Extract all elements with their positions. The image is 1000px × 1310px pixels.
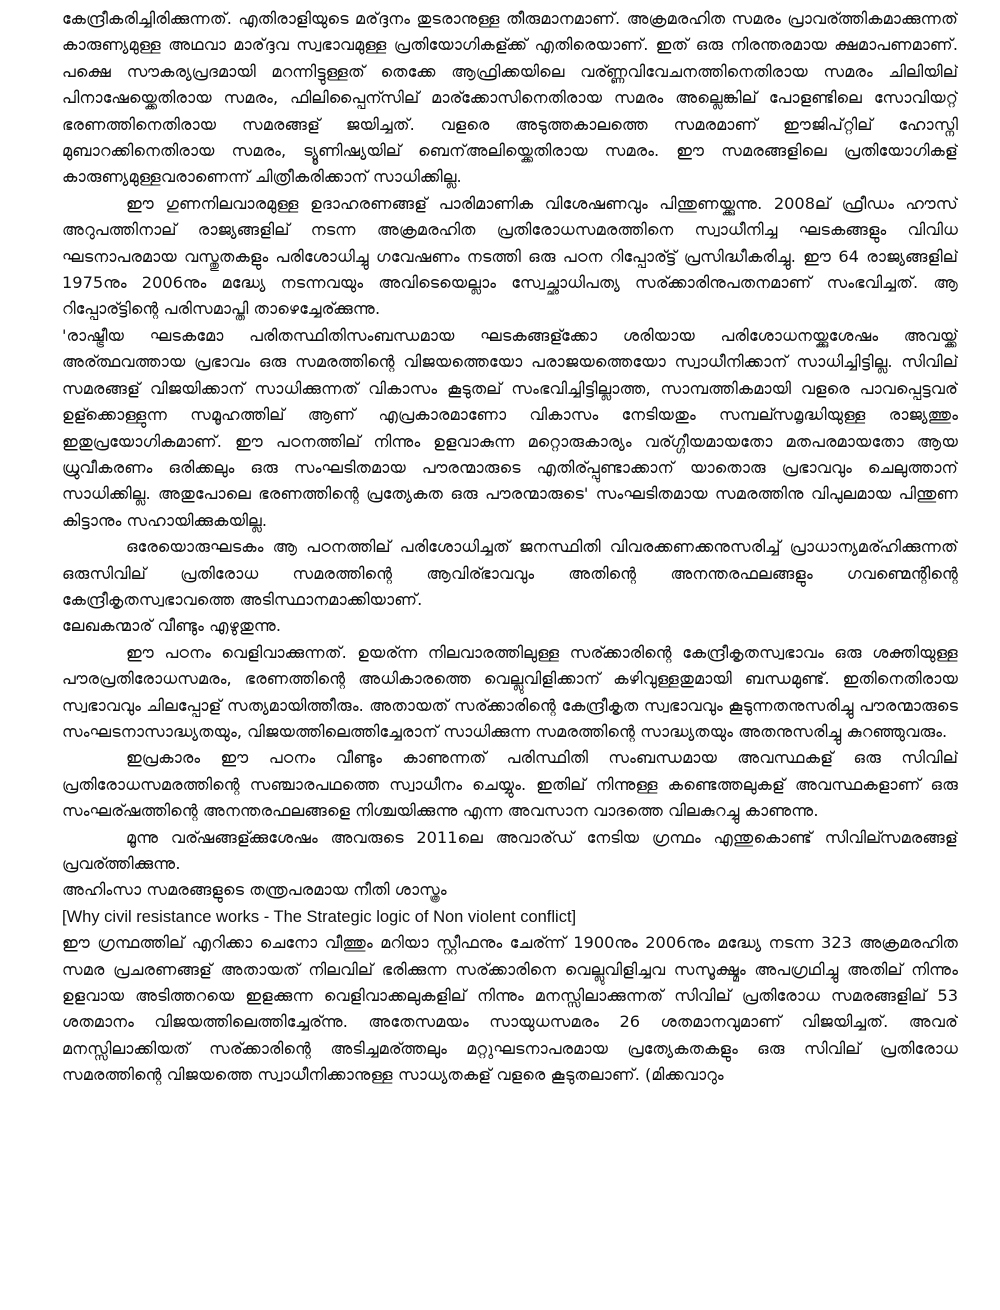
paragraph-4: ഒരേയൊരുഘടകം ആ പഠനത്തില് പരിശോധിച്ചത് ജനസ്ഥിതി വിവരക്കണക്കനുസരിച്ച് പ്രാധാന്യമര്ഹിക്കുന്നത് ഒരുസിവില് പ്രതിരോധ സമരത്തിന്റെ ആവിര്ഭാവവും അതിന്റെ അനന്തരഫലങ്ങളും ഗവണ്മെന്റിന്റെ കേന്ദ്രീകൃതസ്വഭാവത്തെ അടിസ്ഥാനമാക്കിയാണ്.	[62, 537, 958, 609]
paragraph-6: ഈ പഠനം വെളിവാക്കുന്നത്. ഉയര്ന്ന നിലവാരത്തിലുള്ള സര്ക്കാരിന്റെ കേന്ദ്രീകൃതസ്വഭാവം ഒരു ശക്തിയുള്ള പൗരപ്രതിരോധസമരം, ഭരണത്തിന്റെ അധികാരത്തെ വെല്ലുവിളിക്കാന് കഴിവുള്ളതുമായി ബന്ധമുണ്ട്. ഇതിനെതിരായ സ്വഭാവവും ചിലപ്പോള് സത്യമായിത്തീരും. അതായത് സര്ക്കാരിന്റെ കേന്ദ്രീകൃത സ്വഭാവവും കൂടുന്നതനുസരിച്ചു പൗരന്മാരുടെ സംഘടനാസാദ്ധ്യതയും, വിജയത്തിലെത്തിച്ചേരാന് സാധിക്കുന്ന സമരത്തിന്റെ സാദ്ധ്യതയും അതനുസരിച്ചു കുറഞ്ഞുവരും.	[62, 642, 958, 741]
paragraph-1: കേന്ദ്രീകരിച്ചിരിക്കുന്നത്. എതിരാളിയുടെ മര്ദ്ദനം തുടരാനുള്ള തീരുമാനമാണ്. അക്രമരഹിത സമരം പ്രാവര്ത്തികമാക്കുന്നത് കാരുണ്യമുള്ള അഥവാ മാര്ദ്ദവ സ്വഭാവമുള്ള പ്രതിയോഗികള്ക്ക് എതിരെയാണ്. ഇത് ഒരു നിരന്തരമായ ക്ഷമാപണമാണ്. പക്ഷെ സൗകര്യപ്രദമായി മറന്നിട്ടുള്ളത് തെക്കേ ആഫ്രിക്കയിലെ വര്ണ്ണവിവേചനത്തിനെതിരായ സമരം ചിലിയില് പിനാഷേയ്ക്കെതിരായ സമരം, ഫിലിപ്പൈന്സില് മാര്ക്കോസിനെതിരായ സമരം അല്ലെങ്കില് പോളണ്ടിലെ സോവിയറ്റ് ഭരണത്തിനെതിരായ സമരങ്ങള് ജയിച്ചത്. വളരെ അടുത്തകാലത്തെ സമരമാണ് ഈജിപ്റ്റില് ഹോസ്നി മുബാറക്കിനെതിരായ സമരം, ട്യൂണിഷ്യയില് ബെന്അലിയ്ക്കെതിരായ സമരം. ഈ സമരങ്ങളിലെ പ്രതിയോഗികള് കാരുണ്യമുള്ളവരാണെന്ന് ചിത്രീകരിക്കാന് സാധിക്കില്ല.	[62, 9, 958, 187]
book-title-english: [Why civil resistance works - The Strategic logic of Non violent conflict]	[62, 907, 577, 926]
paragraph-7: ഇപ്രകാരം ഈ പഠനം വീണ്ടും കാണുന്നത് പരിസ്ഥിതി സംബന്ധമായ അവസ്ഥകള് ഒരു സിവില് പ്രതിരോധസമരത്തിന്റെ സഞ്ചാരപഥത്തെ സ്വാധീനം ചെയ്യും. ഇതില് നിന്നുള്ള കണ്ടെത്തലുകള് അവസ്ഥകളാണ് ഒരു സംഘര്ഷത്തിന്റെ അനന്തരഫലങ്ങളെ നിശ്ചയിക്കുന്നു എന്ന അവസാന വാദത്തെ വിലകുറച്ചു കാണുന്നു.	[62, 748, 958, 821]
paragraph-11: ഈ ഗ്രന്ഥത്തില് എറിക്കാ ചെനോ വീത്തും മറിയാ സ്റ്റീഫനും ചേര്ന്ന് 1900നും 2006നും മദ്ധ്യേ നടന്ന 323 അക്രമരഹിത സമര പ്രചരണങ്ങള് അതായത് നിലവില് ഭരിക്കുന്ന സര്ക്കാരിനെ വെല്ലുവിളിച്ചവ സസൂക്ഷ്മം അപഗ്രഥിച്ചു അതില് നിന്നും ഉളവായ അടിത്തറയെ ഇളക്കുന്ന വെളിവാക്കലുകളില് നിന്നും മനസ്സിലാക്കുന്നത് സിവില് പ്രതിരോധ സമരങ്ങളില് 53 ശതമാനം വിജയത്തിലെത്തിച്ചേര്ന്നു. അതേസമയം സായുധസമരം 26 ശതമാനവുമാണ് വിജയിച്ചത്. അവര് മനസ്സിലാക്കിയത് സര്ക്കാരിന്റെ അടിച്ചമര്ത്തലും മറ്റുഘടനാപരമായ പ്രത്യേകതകളും ഒരു സിവില് പ്രതിരോധ സമരത്തിന്റെ വിജയത്തെ സ്വാധീനിക്കാനുള്ള സാധ്യതകള് വളരെ കൂടുതലാണ്. (മിക്കവാറും	[62, 933, 958, 1085]
paragraph-3-quote: 'രാഷ്ട്രീയ ഘടകമോ പരിതസ്ഥിതിസംബന്ധമായ ഘടകങ്ങള്ക്കോ ശരിയായ പരിശോധനയ്ക്കുശേഷം അവയ്ക്ക് അര്ത്ഥവത്തായ പ്രഭാവം ഒരു സമരത്തിന്റെ വിജയത്തെയോ പരാജയത്തെയോ സ്വാധീനിക്കാന് സാധിച്ചിട്ടില്ല. സിവില് സമരങ്ങള് വിജയിക്കാന് സാധിക്കുന്നത് വികാസം കൂടുതല് സംഭവിച്ചിട്ടില്ലാത്ത, സാമ്പത്തികമായി വളരെ പാവപ്പെട്ടവര് ഉള്ക്കൊള്ളുന്ന സമൂഹത്തില് ആണ് എപ്രകാരമാണോ വികാസം നേടിയതും സമ്പല്സമൃദ്ധിയുള്ള രാജ്യത്തും ഇതുപ്രയോഗികമാണ്. ഈ പഠനത്തില് നിന്നും ഉളവാകുന്ന മറ്റൊരുകാര്യം വര്ഗ്ഗീയമായതോ മതപരമായതോ ആയ ധ്രുവീകരണം ഒരിക്കലും ഒരു സംഘടിതമായ പൗരന്മാരുടെ എതിര്പ്പുണ്ടാക്കാന് യാതൊരു പ്രഭാവവും ചെലുത്താന് സാധിക്കില്ല. അതുപോലെ ഭരണത്തിന്റെ പ്രത്യേകത ഒരു പൗരന്മാരുടെ' സംഘടിതമായ സമരത്തിനു വിപുലമായ പിന്തുണ കിട്ടാനും സഹായിക്കുകയില്ല.	[62, 325, 958, 530]
paragraph-8: മൂന്നു വര്ഷങ്ങള്ക്കുശേഷം അവരുടെ 2011ലെ അവാര്ഡ് നേടിയ ഗ്രന്ഥം എന്തുകൊണ്ട് സിവില്സമരങ്ങള് പ്രവര്ത്തിക്കുന്നു.	[62, 827, 958, 873]
book-title-malayalam: അഹിംസാ സമരങ്ങളുടെ തന്ത്രപരമായ നീതി ശാസ്ത്രം	[62, 880, 447, 900]
paragraph-5: ലേഖകന്മാര് വീണ്ടും എഴുതുന്നു.	[62, 616, 282, 636]
paragraph-2: ഈ ഗുണനിലവാരമുള്ള ഉദാഹരണങ്ങള് പാരിമാണിക വിശേഷണവും പിന്തുണയ്ക്കുന്നു. 2008ല് ഫ്രീഡം ഹൗസ് അറുപത്തിനാല് രാജ്യങ്ങളില് നടന്ന അക്രമരഹിത പ്രതിരോധസമരത്തിനെ സ്വാധീനിച്ച ഘടകങ്ങളും വിവിധ ഘടനാപരമായ വസ്തുതകളും പരിശോധിച്ചു ഗവേഷണം നടത്തി ഒരു പഠന റിപ്പോര്ട്ട് പ്രസിദ്ധീകരിച്ചു. ഈ 64 രാജ്യങ്ങളില് 1975നും 2006നും മദ്ധ്യേ നടന്നവയും അവിടെയെല്ലാം സ്വേച്ഛാധിപത്യ സര്ക്കാരിനുപതനമാണ് സംഭവിച്ചത്. ആ റിപ്പോര്ട്ടിന്റെ പരിസമാപ്തി താഴെച്ചേര്ക്കുന്നു.	[62, 193, 958, 319]
document-page	[62, 6, 958, 1304]
